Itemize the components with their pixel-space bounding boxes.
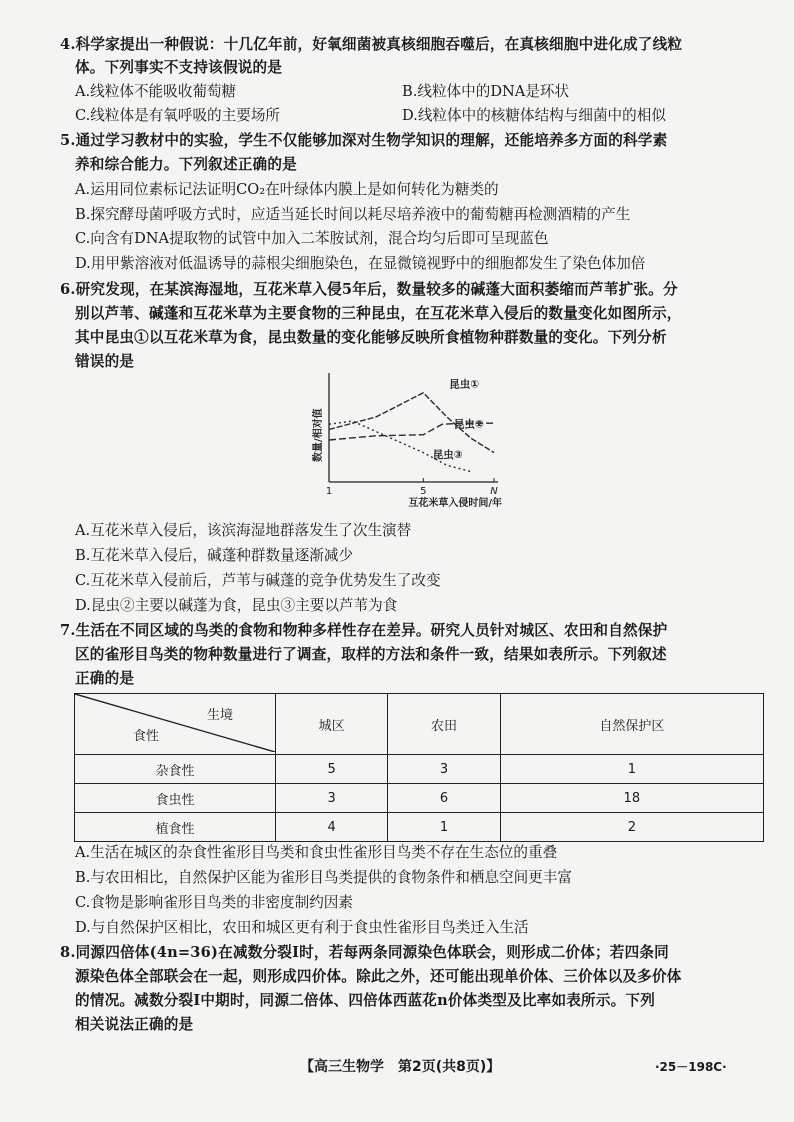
series-label: 昆虫③ xyxy=(432,448,463,461)
q4-option-d: D.线粒体中的核糖体结构与细菌中的相似 xyxy=(402,107,666,124)
table-corner-cell xyxy=(75,694,276,755)
q6-option-a: A.互花米草入侵后，该滨海湿地群落发生了次生演替 xyxy=(75,522,412,539)
q6-option-b: B.互花米草入侵后，碱蓬种群数量逐渐减少 xyxy=(75,547,354,564)
y-axis-label: 数量/相对值 xyxy=(313,408,324,462)
x-tick-label: 5 xyxy=(420,486,427,497)
table-cell: 1 xyxy=(500,755,763,784)
table-cell: 3 xyxy=(388,755,500,784)
table-cell: 18 xyxy=(500,784,763,813)
q5-option-a: A.运用同位素标记法证明CO₂在叶绿体内膜上是如何转化为糖类的 xyxy=(75,181,499,198)
q4-stem-line1: 4.科学家提出一种假说：十几亿年前，好氧细菌被真核细胞吞噬后，在真核细胞中进化成了线粒 xyxy=(60,36,683,53)
table-row xyxy=(75,755,764,784)
column-header: 自然保护区 xyxy=(500,694,763,755)
q6-option-d: D.昆虫②主要以碱蓬为食，昆虫③主要以芦苇为食 xyxy=(75,597,398,614)
x-tick-label: N xyxy=(490,486,498,497)
column-header: 城区 xyxy=(276,694,388,755)
q6-stem-line3: 其中昆虫①以互花米草为食，昆虫数量的变化能够反映所食植物种群数量的变化。下列分析 xyxy=(75,329,667,346)
row-label: 杂食性 xyxy=(75,755,276,784)
corner-label-diet: 食性 xyxy=(133,729,160,744)
q7-option-d: D.与自然保护区相比，农田和城区更有利于食虫性雀形目鸟类迁入生活 xyxy=(75,919,529,936)
q5-stem-line1: 5.通过学习教材中的实验，学生不仅能够加深对生物学知识的理解，还能培养多方面的科学素 xyxy=(60,132,668,149)
table-row xyxy=(75,784,764,813)
row-label: 植食性 xyxy=(75,813,276,842)
table-cell: 2 xyxy=(500,813,763,842)
q8-stem-line4: 相关说法正确的是 xyxy=(75,1016,194,1033)
table-cell: 1 xyxy=(388,813,500,842)
series-line xyxy=(329,421,470,471)
x-tick-label: 1 xyxy=(325,486,333,497)
series-label: 昆虫① xyxy=(449,378,480,391)
q7-option-a: A.生活在城区的杂食性雀形目鸟类和食虫性雀形目鸟类不存在生态位的重叠 xyxy=(75,844,558,861)
series-label: 昆虫② xyxy=(453,418,484,431)
x-axis-label: 互花米草入侵时间/年 xyxy=(408,498,502,509)
q8-stem-line2: 源染色体全部联会在一起，则形成四价体。除此之外，还可能出现单价体、三价体以及多价体 xyxy=(75,968,682,985)
q7-option-c: C.食物是影响雀形目鸟类的非密度制约因素 xyxy=(75,894,353,911)
q4-option-a: A.线粒体不能吸收葡萄糖 xyxy=(75,83,237,100)
table-cell: 4 xyxy=(276,813,388,842)
q4-option-b: B.线粒体中的DNA是环状 xyxy=(402,83,570,100)
q4-option-c: C.线粒体是有氧呼吸的主要场所 xyxy=(75,107,281,124)
q6-stem-line1: 6.研究发现，在某滨海湿地，互花米草入侵5年后，数量较多的碱蓬大面积萎缩而芦苇扩张。分 xyxy=(60,281,678,298)
q8-stem-line3: 的情况。减数分裂Ⅰ中期时，同源二倍体、四倍体西蓝花n价体类型及比率如表所示。下列 xyxy=(75,992,656,1009)
chart-series xyxy=(329,393,494,472)
q5-option-c: C.向含有DNA提取物的试管中加入二苯胺试剂，混合均匀后即可呈现蓝色 xyxy=(75,230,549,247)
q7-stem-line1: 7.生活在不同区域的鸟类的食物和物种多样性存在差异。研究人员针对城区、农田和自然保护 xyxy=(60,622,668,639)
q6-option-c: C.互花米草入侵前后，芦苇与碱蓬的竞争优势发生了改变 xyxy=(75,572,441,589)
q6-stem-line2: 别以芦苇、碱蓬和互花米草为主要食物的三种昆虫，在互花米草入侵后的数量变化如图所示， xyxy=(75,305,682,322)
q6-stem-line4: 错误的是 xyxy=(75,353,135,370)
q4-stem-line2: 体。下列事实不支持该假说的是 xyxy=(75,59,283,76)
q7-option-b: B.与农田相比，自然保护区能为雀形目鸟类提供的食物条件和栖息空间更丰富 xyxy=(75,869,572,886)
table-row xyxy=(75,813,764,842)
table-cell: 5 xyxy=(276,755,388,784)
page-footer-title: 【高三生物学 第2页(共8页)】 xyxy=(300,1059,501,1075)
q8-stem-line1: 8.同源四倍体(4n=36)在减数分裂Ⅰ时，若每两条同源染色体联会，则形成二价体；若四条同 xyxy=(60,944,669,961)
chart-labels xyxy=(311,378,502,510)
exam-code: ·25－198C· xyxy=(655,1060,727,1074)
column-header: 农田 xyxy=(388,694,500,755)
corner-diagonal xyxy=(75,694,275,752)
q5-option-b: B.探究酵母菌呼吸方式时，应适当延长时间以耗尽培养液中的葡萄糖再检测酒精的产生 xyxy=(75,206,631,223)
q5-option-d: D.用甲紫溶液对低温诱导的蒜根尖细胞染色，在显微镜视野中的细胞都发生了染色体加倍 xyxy=(75,255,646,272)
q5-stem-line2: 养和综合能力。下列叙述正确的是 xyxy=(75,156,297,173)
row-label: 食虫性 xyxy=(75,784,276,813)
bird-species-table xyxy=(74,693,764,842)
table-cell: 6 xyxy=(388,784,500,813)
table-cell: 3 xyxy=(276,784,388,813)
corner-label-habitat: 生境 xyxy=(206,708,233,723)
q7-stem-line2: 区的雀形目鸟类的物种数量进行了调查，取样的方法和条件一致，结果如表所示。下列叙述 xyxy=(75,646,667,663)
q7-stem-line3: 正确的是 xyxy=(75,670,135,687)
table-header-row xyxy=(75,694,764,755)
insect-population-chart xyxy=(305,370,515,515)
